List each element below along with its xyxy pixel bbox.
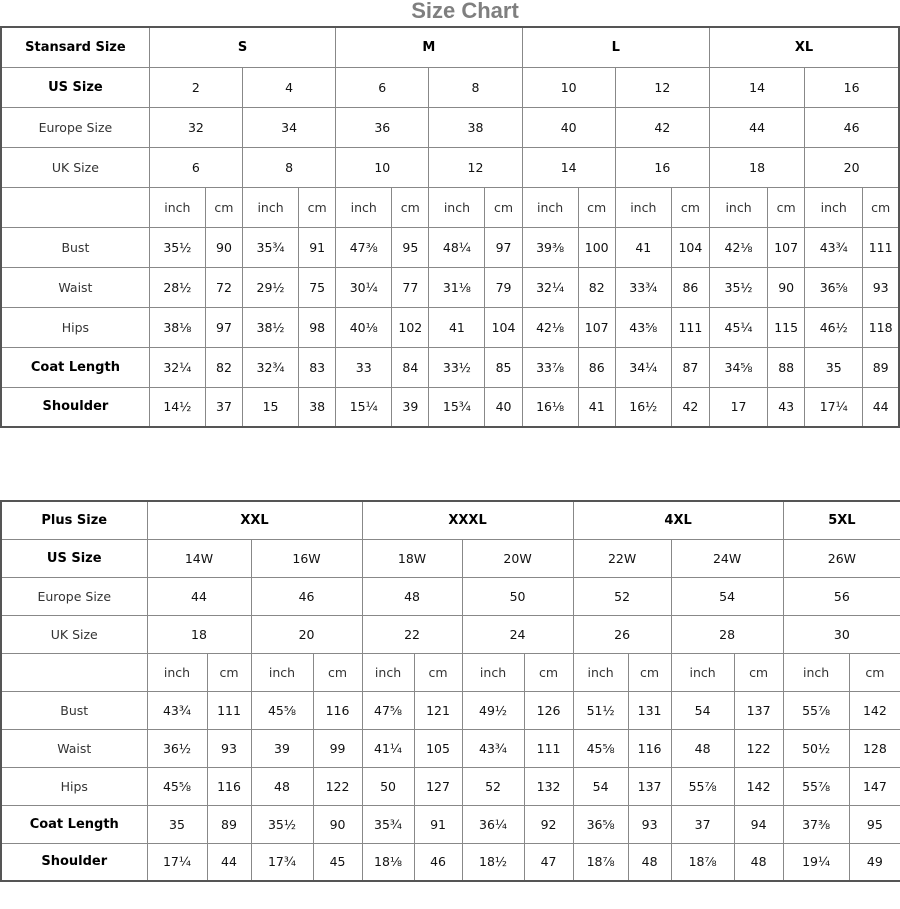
value-cm: 93 (628, 805, 671, 843)
uk-size-cell: 18 (147, 615, 251, 653)
value-cm: 41 (578, 387, 615, 427)
row-label: Europe Size (1, 107, 149, 147)
unit-inch: inch (522, 187, 578, 227)
value-inch: 30¼ (336, 267, 392, 307)
unit-cm: cm (414, 653, 462, 691)
value-inch: 16⅛ (522, 387, 578, 427)
us-size-cell: 26W (783, 539, 900, 577)
size-group: L (522, 27, 709, 67)
value-cm: 98 (299, 307, 336, 347)
europe-size-cell: 42 (615, 107, 709, 147)
value-inch: 14½ (149, 387, 205, 427)
value-cm: 127 (414, 767, 462, 805)
value-inch: 33⅞ (522, 347, 578, 387)
measurement-row (1, 267, 899, 307)
unit-inch: inch (147, 653, 207, 691)
value-cm: 104 (485, 307, 522, 347)
value-cm: 95 (392, 227, 429, 267)
europe-size-cell: 46 (251, 577, 362, 615)
value-inch: 42⅛ (709, 227, 767, 267)
header-label: Plus Size (1, 501, 147, 539)
us-size-cell: 8 (429, 67, 522, 107)
value-inch: 39⅜ (522, 227, 578, 267)
value-cm: 95 (849, 805, 900, 843)
unit-inch: inch (709, 187, 767, 227)
value-inch: 36⅝ (805, 267, 863, 307)
value-inch: 55⅞ (783, 691, 849, 729)
value-inch: 33 (336, 347, 392, 387)
row-label: Bust (1, 691, 147, 729)
unit-cm: cm (863, 187, 899, 227)
europe-size-cell: 50 (462, 577, 573, 615)
value-cm: 77 (392, 267, 429, 307)
value-inch: 45⅝ (573, 729, 628, 767)
value-cm: 122 (313, 767, 362, 805)
value-cm: 48 (734, 843, 783, 881)
value-cm: 40 (485, 387, 522, 427)
value-inch: 43¾ (805, 227, 863, 267)
uk-size-cell: 14 (522, 147, 615, 187)
unit-inch: inch (805, 187, 863, 227)
value-inch: 15¼ (336, 387, 392, 427)
value-cm: 91 (414, 805, 462, 843)
value-cm: 142 (849, 691, 900, 729)
value-inch: 41 (429, 307, 485, 347)
us-size-row (1, 67, 899, 107)
value-inch: 18⅞ (573, 843, 628, 881)
unit-row (1, 653, 900, 691)
value-cm: 122 (734, 729, 783, 767)
value-cm: 39 (392, 387, 429, 427)
standard-size-table (0, 26, 900, 428)
uk-size-row (1, 147, 899, 187)
size-group: 4XL (573, 501, 783, 539)
value-cm: 97 (205, 307, 242, 347)
value-cm: 86 (578, 347, 615, 387)
us-size-cell: 10 (522, 67, 615, 107)
value-cm: 72 (205, 267, 242, 307)
value-inch: 35 (805, 347, 863, 387)
unit-inch: inch (243, 187, 299, 227)
measurement-row (1, 387, 899, 427)
row-label: Shoulder (1, 387, 149, 427)
value-cm: 49 (849, 843, 900, 881)
measurement-row (1, 307, 899, 347)
uk-size-cell: 16 (615, 147, 709, 187)
value-inch: 41 (615, 227, 671, 267)
measurement-row (1, 347, 899, 387)
europe-size-cell: 38 (429, 107, 522, 147)
value-cm: 111 (524, 729, 573, 767)
unit-inch: inch (615, 187, 671, 227)
uk-size-cell: 30 (783, 615, 900, 653)
value-inch: 45¼ (709, 307, 767, 347)
europe-size-cell: 46 (805, 107, 899, 147)
europe-size-cell: 32 (149, 107, 242, 147)
value-inch: 54 (671, 691, 734, 729)
europe-size-row (1, 577, 900, 615)
value-inch: 50 (362, 767, 414, 805)
value-cm: 46 (414, 843, 462, 881)
value-inch: 17¼ (147, 843, 207, 881)
us-size-cell: 2 (149, 67, 242, 107)
value-inch: 43¾ (462, 729, 524, 767)
value-cm: 42 (671, 387, 709, 427)
uk-size-cell: 20 (805, 147, 899, 187)
value-inch: 37⅜ (783, 805, 849, 843)
value-cm: 94 (734, 805, 783, 843)
value-inch: 33½ (429, 347, 485, 387)
measurement-row (1, 805, 900, 843)
value-cm: 84 (392, 347, 429, 387)
us-size-cell: 16 (805, 67, 899, 107)
value-inch: 35¾ (243, 227, 299, 267)
value-inch: 37 (671, 805, 734, 843)
value-cm: 90 (768, 267, 805, 307)
unit-cm: cm (734, 653, 783, 691)
value-inch: 40⅛ (336, 307, 392, 347)
value-cm: 126 (524, 691, 573, 729)
europe-size-row (1, 107, 899, 147)
value-cm: 44 (207, 843, 251, 881)
us-size-cell: 14W (147, 539, 251, 577)
value-cm: 87 (671, 347, 709, 387)
europe-size-cell: 52 (573, 577, 671, 615)
size-group-row (1, 501, 900, 539)
value-inch: 29½ (243, 267, 299, 307)
value-cm: 88 (768, 347, 805, 387)
value-inch: 33¾ (615, 267, 671, 307)
unit-inch: inch (362, 653, 414, 691)
value-cm: 116 (313, 691, 362, 729)
europe-size-cell: 44 (709, 107, 804, 147)
plus-size-table (0, 500, 900, 882)
value-cm: 86 (671, 267, 709, 307)
value-inch: 35¾ (362, 805, 414, 843)
measurement-rows (1, 227, 899, 427)
unit-cm: cm (524, 653, 573, 691)
value-cm: 137 (734, 691, 783, 729)
value-cm: 115 (768, 307, 805, 347)
value-cm: 107 (578, 307, 615, 347)
value-cm: 45 (313, 843, 362, 881)
value-cm: 85 (485, 347, 522, 387)
blank-cell (1, 187, 149, 227)
uk-size-cell: 6 (149, 147, 242, 187)
unit-cm: cm (207, 653, 251, 691)
value-cm: 89 (863, 347, 899, 387)
value-inch: 48 (671, 729, 734, 767)
uk-size-cell: 24 (462, 615, 573, 653)
row-label: Bust (1, 227, 149, 267)
europe-size-cell: 48 (362, 577, 462, 615)
unit-cm: cm (671, 187, 709, 227)
value-inch: 47⅜ (336, 227, 392, 267)
row-label: Hips (1, 307, 149, 347)
value-cm: 37 (205, 387, 242, 427)
value-inch: 35½ (709, 267, 767, 307)
value-inch: 47⅝ (362, 691, 414, 729)
uk-size-cell: 22 (362, 615, 462, 653)
value-cm: 116 (628, 729, 671, 767)
value-cm: 48 (628, 843, 671, 881)
value-inch: 43¾ (147, 691, 207, 729)
uk-size-cell: 20 (251, 615, 362, 653)
us-size-cell: 20W (462, 539, 573, 577)
unit-cm: cm (299, 187, 336, 227)
value-cm: 47 (524, 843, 573, 881)
value-inch: 31⅛ (429, 267, 485, 307)
value-inch: 41¼ (362, 729, 414, 767)
value-cm: 79 (485, 267, 522, 307)
value-inch: 34⅝ (709, 347, 767, 387)
value-inch: 39 (251, 729, 313, 767)
value-inch: 32¼ (149, 347, 205, 387)
blank-cell (1, 653, 147, 691)
value-inch: 45⅝ (147, 767, 207, 805)
value-cm: 107 (768, 227, 805, 267)
value-inch: 17 (709, 387, 767, 427)
unit-cm: cm (768, 187, 805, 227)
value-cm: 90 (205, 227, 242, 267)
value-cm: 111 (207, 691, 251, 729)
value-cm: 100 (578, 227, 615, 267)
value-inch: 35½ (251, 805, 313, 843)
size-group: 5XL (783, 501, 900, 539)
value-cm: 128 (849, 729, 900, 767)
value-cm: 89 (207, 805, 251, 843)
value-cm: 93 (863, 267, 899, 307)
uk-size-cell: 8 (243, 147, 336, 187)
measurement-row (1, 227, 899, 267)
value-cm: 91 (299, 227, 336, 267)
value-cm: 75 (299, 267, 336, 307)
value-inch: 51½ (573, 691, 628, 729)
measurement-row (1, 843, 900, 881)
measurement-rows (1, 691, 900, 881)
value-cm: 44 (863, 387, 899, 427)
value-cm: 82 (578, 267, 615, 307)
value-inch: 54 (573, 767, 628, 805)
unit-inch: inch (149, 187, 205, 227)
row-label: Hips (1, 767, 147, 805)
unit-inch: inch (251, 653, 313, 691)
size-group: S (149, 27, 335, 67)
value-cm: 82 (205, 347, 242, 387)
value-cm: 99 (313, 729, 362, 767)
us-size-cell: 12 (615, 67, 709, 107)
value-inch: 55⅞ (671, 767, 734, 805)
size-group: XXL (147, 501, 362, 539)
value-cm: 38 (299, 387, 336, 427)
value-inch: 35 (147, 805, 207, 843)
value-inch: 45⅝ (251, 691, 313, 729)
value-inch: 19¼ (783, 843, 849, 881)
size-group: XXXL (362, 501, 573, 539)
us-size-cell: 22W (573, 539, 671, 577)
unit-cm: cm (392, 187, 429, 227)
us-size-cell: 16W (251, 539, 362, 577)
us-size-cell: 24W (671, 539, 783, 577)
unit-inch: inch (429, 187, 485, 227)
value-cm: 83 (299, 347, 336, 387)
value-inch: 52 (462, 767, 524, 805)
unit-inch: inch (462, 653, 524, 691)
unit-cm: cm (313, 653, 362, 691)
us-size-cell: 6 (336, 67, 429, 107)
value-cm: 142 (734, 767, 783, 805)
row-label: US Size (1, 539, 147, 577)
value-inch: 15¾ (429, 387, 485, 427)
value-cm: 92 (524, 805, 573, 843)
row-label: Waist (1, 267, 149, 307)
value-inch: 36⅝ (573, 805, 628, 843)
value-cm: 132 (524, 767, 573, 805)
us-size-cell: 4 (243, 67, 336, 107)
europe-size-cell: 36 (336, 107, 429, 147)
uk-size-cell: 28 (671, 615, 783, 653)
value-inch: 38½ (243, 307, 299, 347)
europe-size-cell: 54 (671, 577, 783, 615)
value-inch: 17¾ (251, 843, 313, 881)
page-title: Size Chart (411, 0, 519, 23)
row-label: Coat Length (1, 805, 147, 843)
value-inch: 32¾ (243, 347, 299, 387)
row-label: UK Size (1, 147, 149, 187)
value-inch: 36½ (147, 729, 207, 767)
value-cm: 131 (628, 691, 671, 729)
size-group: M (336, 27, 522, 67)
europe-size-cell: 44 (147, 577, 251, 615)
unit-cm: cm (485, 187, 522, 227)
row-label: Coat Length (1, 347, 149, 387)
uk-size-cell: 26 (573, 615, 671, 653)
unit-cm: cm (578, 187, 615, 227)
row-label: Waist (1, 729, 147, 767)
size-group-row (1, 27, 899, 67)
value-cm: 121 (414, 691, 462, 729)
unit-cm: cm (849, 653, 900, 691)
value-inch: 48 (251, 767, 313, 805)
unit-inch: inch (573, 653, 628, 691)
value-cm: 102 (392, 307, 429, 347)
value-inch: 49½ (462, 691, 524, 729)
europe-size-cell: 40 (522, 107, 615, 147)
value-cm: 147 (849, 767, 900, 805)
measurement-row (1, 691, 900, 729)
value-inch: 43⅝ (615, 307, 671, 347)
value-inch: 18⅞ (671, 843, 734, 881)
value-cm: 43 (768, 387, 805, 427)
uk-size-row (1, 615, 900, 653)
value-cm: 116 (207, 767, 251, 805)
row-label: US Size (1, 67, 149, 107)
value-inch: 35½ (149, 227, 205, 267)
europe-size-cell: 34 (243, 107, 336, 147)
unit-row (1, 187, 899, 227)
unit-cm: cm (205, 187, 242, 227)
value-inch: 46½ (805, 307, 863, 347)
uk-size-cell: 10 (336, 147, 429, 187)
unit-inch: inch (783, 653, 849, 691)
row-label: UK Size (1, 615, 147, 653)
unit-inch: inch (671, 653, 734, 691)
value-inch: 38⅛ (149, 307, 205, 347)
header-label: Stansard Size (1, 27, 149, 67)
value-cm: 111 (671, 307, 709, 347)
row-label: Shoulder (1, 843, 147, 881)
value-inch: 18½ (462, 843, 524, 881)
value-inch: 28½ (149, 267, 205, 307)
value-cm: 105 (414, 729, 462, 767)
value-cm: 97 (485, 227, 522, 267)
value-cm: 90 (313, 805, 362, 843)
value-cm: 93 (207, 729, 251, 767)
measurement-row (1, 767, 900, 805)
uk-size-cell: 12 (429, 147, 522, 187)
unit-cm: cm (628, 653, 671, 691)
measurement-row (1, 729, 900, 767)
row-label: Europe Size (1, 577, 147, 615)
value-cm: 111 (863, 227, 899, 267)
value-cm: 137 (628, 767, 671, 805)
us-size-cell: 14 (709, 67, 804, 107)
value-inch: 18⅛ (362, 843, 414, 881)
value-inch: 34¼ (615, 347, 671, 387)
unit-inch: inch (336, 187, 392, 227)
value-inch: 50½ (783, 729, 849, 767)
value-inch: 48¼ (429, 227, 485, 267)
europe-size-cell: 56 (783, 577, 900, 615)
value-inch: 55⅞ (783, 767, 849, 805)
us-size-row (1, 539, 900, 577)
value-inch: 16½ (615, 387, 671, 427)
size-group: XL (709, 27, 899, 67)
value-inch: 36¼ (462, 805, 524, 843)
value-inch: 42⅛ (522, 307, 578, 347)
value-inch: 32¼ (522, 267, 578, 307)
value-cm: 118 (863, 307, 899, 347)
value-inch: 17¼ (805, 387, 863, 427)
value-inch: 15 (243, 387, 299, 427)
us-size-cell: 18W (362, 539, 462, 577)
uk-size-cell: 18 (709, 147, 804, 187)
value-cm: 104 (671, 227, 709, 267)
